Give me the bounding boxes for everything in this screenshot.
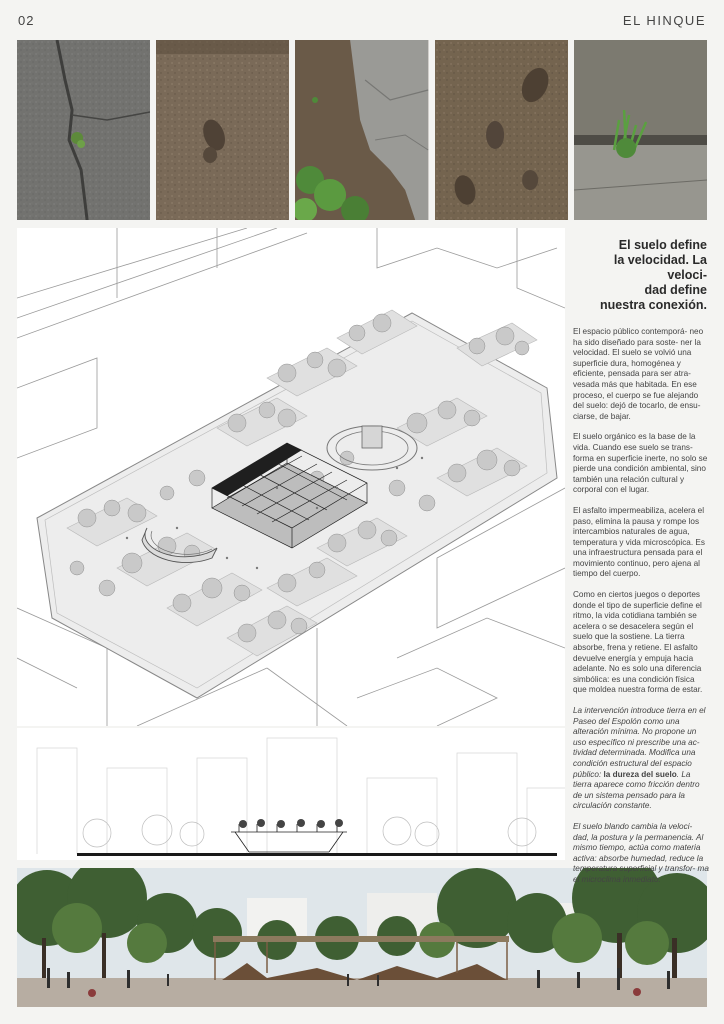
curb-grass-photo [574,40,707,220]
paragraph-5-part-b: . La tierra aparece como fricción dentro de un sistema pensado para la circulación constante. [573,769,700,811]
paragraph-1: El espacio público contemporá- neo ha sido diseñado para soste- ner la velocidad. El suelo se volvió una superficie dura, homogénea y eficiente, pensada para ser atra- vesada más que habitada. En ese proceso, el cuerpo se fue alejando del suelo: dejó de tocarlo, de ensu- ciarse, de bajar. [573,327,704,421]
asphalt-crack-photo [17,40,150,220]
paragraph-5-emphasis: la dureza del suelo [603,769,677,779]
headline-line-4: nuestra conexión. [600,298,707,312]
text-column [573,238,709,896]
section-elevation-drawing [17,728,565,860]
paragraph-4: Como en ciertos juegos o deportes donde el tipo de superficie define el ritmo, la vida cotidiana también se acelera o se desacelera según el suelo que la sostiene. La tierra absorbe, frena y retiene. El asfalto devuelve energía y empuja hacia adelante. No es solo una diferencia simbólica: es una condición física que moldea nuestra forma de estar. [573,590,703,695]
headline [573,238,707,313]
axonometric-plan-drawing [17,228,565,726]
page-number: 02 [18,13,35,28]
headline-line-1: El suelo define [618,238,707,252]
soil-footprint-photo [156,40,289,220]
soil-footprints-photo [435,40,568,220]
paragraph-6: El suelo blando cambia la veloci- dad, la postura y la permanencia. Al mismo tiempo, actúa como materia activa: absorbe humedad, reduce la temperatura superficial y transfor- ma el microclima inmediato. [573,821,709,884]
broken-stone-grass-photo [295,40,428,220]
paragraph-5 [573,706,709,812]
paragraph-2: El suelo orgánico es la base de la vida. Cuando ese suelo se trans- forma en superficie inerte, no solo se pierde una condición ambiental, sino también una relación cultural y corporal con el lugar. [573,432,708,495]
headline-line-2: la velocidad. La veloci- [613,253,707,282]
headline-line-3: dad define [644,283,707,297]
texture-photo-strip [17,40,707,220]
page-title: EL HINQUE [622,13,706,28]
paragraph-5-part-a: La intervención introduce tierra en el Paseo del Espolón como una alteración mínima. No propone un uso específico ni prescribe una ac- tividad determinada. Modifica una condición estructural del espacio público: [573,706,706,779]
paragraph-3: El asfalto impermeabiliza, acelera el paso, elimina la pausa y rompe los intercambios naturales de agua, temperatura y vida microscópica. Es una infraestructura pensada para el movimiento continuo, pero ajena al tiempo del cuerpo. [573,505,705,579]
